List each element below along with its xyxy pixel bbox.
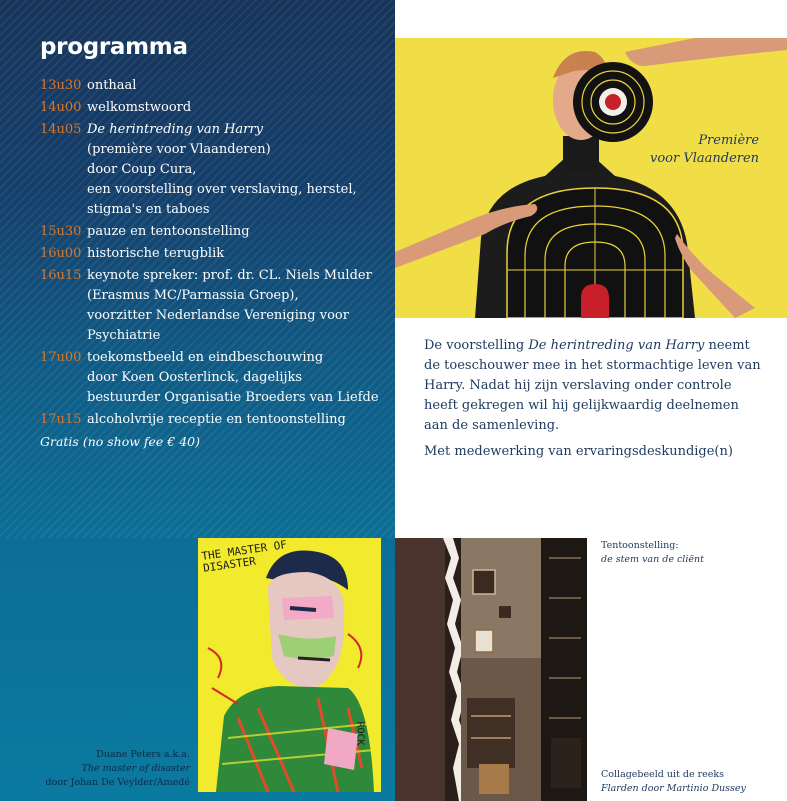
- program-time: 14u05: [40, 122, 82, 137]
- program-line: (Erasmus MC/Parnassia Groep),: [87, 288, 299, 303]
- program-item: [40, 120, 385, 220]
- program-item: [40, 348, 385, 408]
- program-panel: [0, 0, 395, 538]
- premiere-label: [650, 132, 759, 168]
- program-time: 13u30: [40, 78, 82, 93]
- premiere-line: Première: [698, 133, 760, 148]
- program-line: keynote spreker: prof. dr. CL. Niels Mulder: [87, 268, 372, 283]
- gratis-note: Gratis (no show fee € 40): [40, 434, 201, 449]
- program-list: [40, 76, 385, 452]
- hero-photo: [395, 38, 787, 318]
- program-line: welkomstwoord: [87, 100, 192, 115]
- program-line: historische terugblik: [87, 246, 225, 261]
- description-text: De voorstelling: [424, 338, 529, 353]
- program-line: bestuurder Organisatie Broeders van Liefde: [87, 390, 379, 405]
- description: [424, 336, 764, 468]
- premiere-line: voor Vlaanderen: [650, 151, 760, 166]
- painting-text-rock: ROCK: [354, 721, 366, 746]
- caption-title: de stem van de cliënt: [601, 554, 704, 565]
- caption-line: Duane Peters a.k.a.: [96, 749, 190, 760]
- program-time: 17u15: [40, 412, 82, 427]
- program-line: alcoholvrije receptie en tentoonstelling: [87, 412, 346, 427]
- program-item: [40, 222, 385, 242]
- collage-illustration: [395, 538, 587, 801]
- program-line: een voorstelling over verslaving, herstel,: [87, 182, 357, 197]
- caption-painting: [10, 748, 190, 790]
- caption-collage: [601, 768, 746, 796]
- caption-line: Tentoonstelling:: [601, 540, 679, 551]
- target-man-illustration: [395, 38, 787, 318]
- program-time: 16u00: [40, 246, 82, 261]
- caption-title: The master of disaster: [81, 763, 190, 774]
- program-line: door Coup Cura,: [87, 162, 197, 177]
- program-item: [40, 98, 385, 118]
- caption-title: Flarden door Martinio Dussey: [601, 783, 746, 794]
- program-item: [40, 244, 385, 264]
- program-line: toekomstbeeld en eindbeschouwing: [87, 350, 324, 365]
- description-text: neemt de toeschouwer mee in het stormachtige leven van Harry. Nadat hij zijn verslaving onder controle heeft gekregen wil hij gelijkwaardig deelnemen aan de samenleving.: [424, 338, 761, 433]
- program-item: [40, 266, 385, 346]
- description-title: De herintreding van Harry: [528, 338, 705, 353]
- artwork-flarden: [395, 538, 587, 801]
- program-line: door Koen Oosterlinck, dagelijks: [87, 370, 303, 385]
- program-line: (première voor Vlaanderen): [87, 142, 271, 157]
- program-time: 17u00: [40, 350, 82, 365]
- program-title: programma: [40, 34, 188, 60]
- program-line: stigma's en taboes: [87, 202, 210, 217]
- program-time: 15u30: [40, 224, 82, 239]
- program-line: voorzitter Nederlandse Vereniging voor: [87, 308, 349, 323]
- caption-exhibition: [601, 539, 704, 567]
- description-credit: Met medewerking van ervaringsdeskundige(n): [424, 444, 733, 459]
- program-item: [40, 410, 385, 430]
- painting-text-top: THE MASTER OF DISASTER: [200, 538, 288, 575]
- program-time: 14u00: [40, 100, 82, 115]
- program-line: pauze en tentoonstelling: [87, 224, 250, 239]
- program-line: De herintreding van Harry: [87, 122, 263, 137]
- artwork-master-of-disaster: [198, 538, 381, 792]
- program-time: 16u15: [40, 268, 82, 283]
- caption-line: Collagebeeld uit de reeks: [601, 769, 725, 780]
- program-item: [40, 76, 385, 96]
- painting-illustration: [198, 538, 381, 792]
- description-paragraph: [424, 336, 764, 436]
- caption-line: door Johan De Veylder/Amedé: [45, 777, 190, 788]
- program-line: Psychiatrie: [87, 328, 161, 343]
- program-line: onthaal: [87, 78, 137, 93]
